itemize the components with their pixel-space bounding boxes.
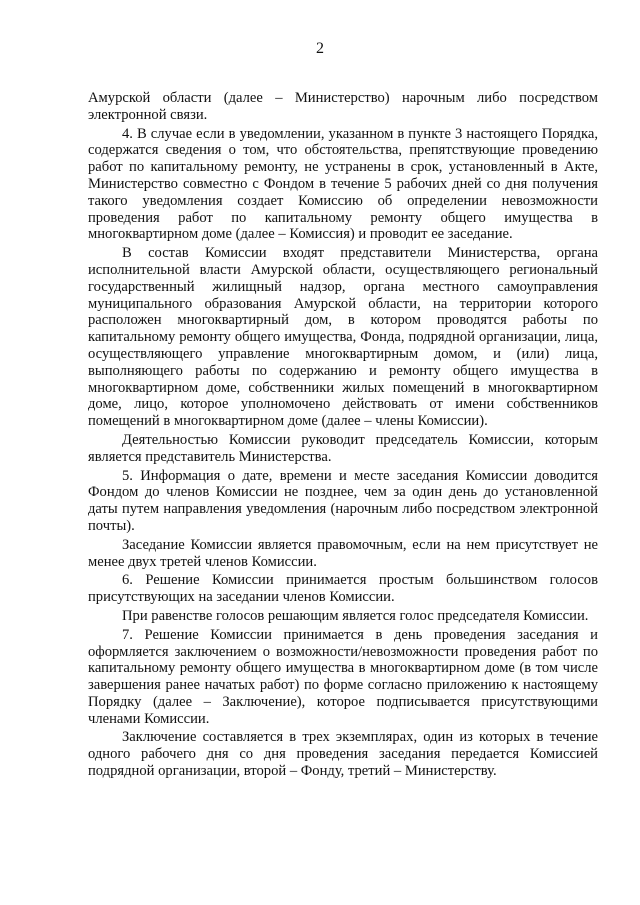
paragraph: 5. Информация о дате, времени и месте заседания Комиссии доводится Фондом до членов Комиссии не позднее, чем за один день до установленной даты путем направления уведомления (нарочным либо посредством электронной почты). xyxy=(88,467,598,534)
paragraph: В состав Комиссии входят представители Министерства, органа исполнительной власти Амурской области, осуществляющего региональный государственный жилищный надзор, органа местного самоуправления муниципального образования Амурской области, на территории которого расположен многоквартирный дом, в котором проводятся работы по капитальному ремонту общего имущества, Фонда, подрядной организации, лица, осуществляющего управление многоквартирным домом, и (или) лица, выполняющего работы по содержанию и ремонту общего имущества в многоквартирном доме, собственники жилых помещений в многоквартирном доме, лицо, которое уполномочено действовать от имени собственников помещений в многоквартирном доме (далее – члены Комиссии). xyxy=(88,245,598,430)
paragraph: Заседание Комиссии является правомочным, если на нем присутствует не менее двух третей членов Комиссии. xyxy=(88,536,598,570)
paragraph: 6. Решение Комиссии принимается простым большинством голосов присутствующих на заседании членов Комиссии. xyxy=(88,572,598,606)
paragraph: При равенстве голосов решающим является голос председателя Комиссии. xyxy=(122,607,589,624)
page-number: 2 xyxy=(316,40,324,57)
paragraph: 4. В случае если в уведомлении, указанном в пункте 3 настоящего Порядка, содержатся сведения о том, что обстоятельства, препятствующие проведению работ по капитальному ремонту, не устранены в срок, установленный в Акте, Министерство совместно с Фондом в течение 5 рабочих дней со дня получения такого уведомления создает Комиссию об определении невозможности проведения работ по капитальному ремонту общего имущества в многоквартирном доме (далее – Комиссия) и проводит ее заседание. xyxy=(88,125,598,243)
paragraph: Амурской области (далее – Министерство) нарочным либо посредством электронной связи. xyxy=(88,90,598,123)
paragraph: Заключение составляется в трех экземплярах, один из которых в течение одного рабочего дня со дня проведения заседания передается Комиссией подрядной организации, второй – Фонду, третий – Министерству. xyxy=(88,729,598,780)
paragraph: Деятельностью Комиссии руководит председатель Комиссии, которым является представитель Министерства. xyxy=(88,431,598,465)
document-body xyxy=(88,90,598,780)
paragraph: 7. Решение Комиссии принимается в день проведения заседания и оформляется заключением о возможности/невозможности проведения работ по капитальному ремонту общего имущества в многоквартирном доме (в том числе завершения ранее начатых работ) по форме согласно приложению к настоящему Порядку (далее – Заключение), которое подписывается присутствующими членами Комиссии. xyxy=(88,626,598,727)
